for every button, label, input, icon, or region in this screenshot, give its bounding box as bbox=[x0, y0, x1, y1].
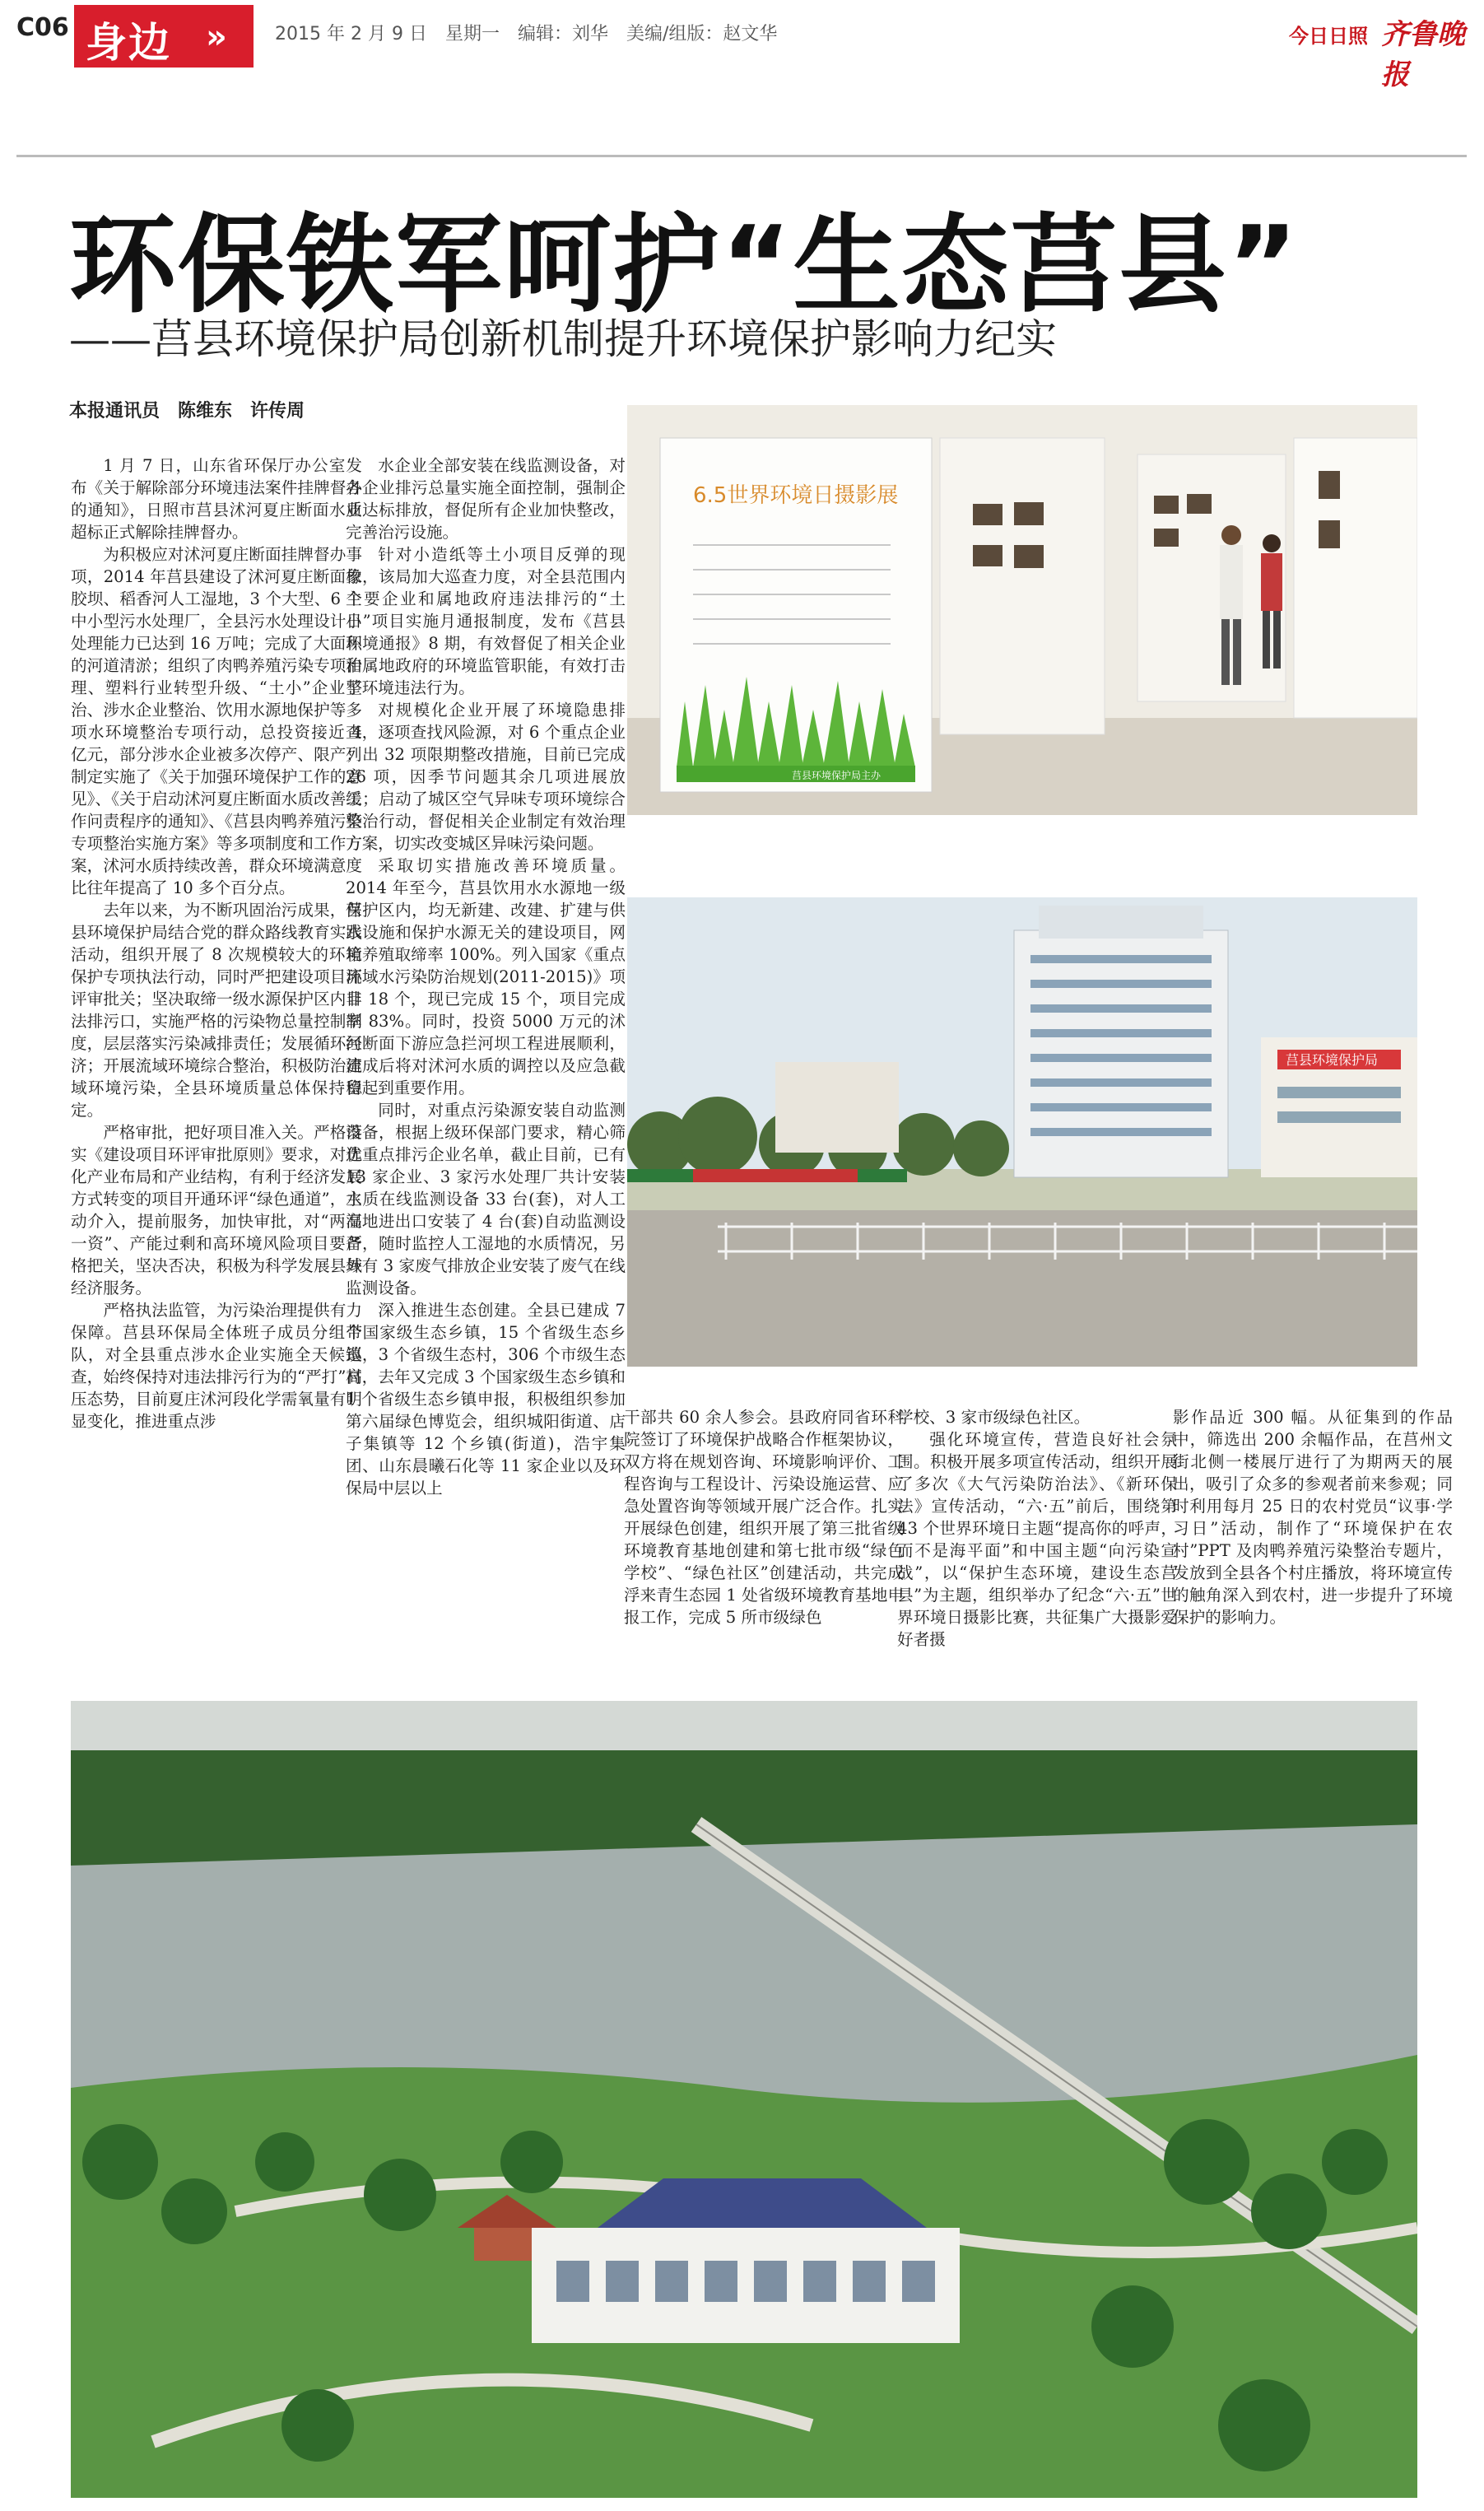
photo-exhibition-hall bbox=[627, 405, 1417, 815]
paragraph: 为积极应对沭河夏庄断面挂牌督办事项，2014 年莒县建设了沭河夏庄断面橡胶坝、稻香河人工湿地，3 个大型、6 个中小型污水处理厂，全县污水处理设计日处理能力已达到 16 万吨；完成了大面积的河道清淤；组织了肉鸭养殖污染专项治理、塑料行业转型升级、“土小”企业整治、涉水企业整治、饮用水源地保护等多项水环境整治专项行动，总投资接近 4 亿元，部分涉水企业被多次停产、限产；制定实施了《关于加强环境保护工作的意见》、《关于启动沭河夏庄断面水质改善工作问责程序的通知》、《莒县肉鸭养殖污染专项整治实施方案》等多项制度和工作方案，沭河水质持续改善，群众环境满意度比往年提高了 10 多个百分点。 bbox=[71, 545, 362, 897]
aerial-illustration bbox=[71, 1701, 1417, 2498]
paragraph: 针对小造纸等土小项目反弹的现象，该局加大巡查力度，对全县范围内主要企业和属地政府违法排污的“土小”项目实施月通报制度，发布《莒县环境通报》8 期，有效督促了相关企业和属地政府的环境监管职能，有效打击了环境违法行为。 bbox=[346, 545, 626, 697]
paragraph: 对规模化企业开展了环境隐患排查，逐项查找风险源，对 6 个重点企业列出 32 项限期整改措施，目前已完成 26 项，因季节问题其余几项进展放缓；启动了城区空气异味专项环境综合整治行动，督促相关企业制定有效治理方案，切实改变城区异味污染问题。 bbox=[346, 701, 626, 853]
paragraph: 采取切实措施改善环境质量。2014 年至今，莒县饮用水水源地一级保护区内，均无新建、改建、扩建与供水设施和保护水源无关的建设项目，网箱养殖取缔率 100%。列入国家《重点流域水污染防治规划(2011-2015)》项目 18 个，现已完成 15 个，项目完成率 83%。同时，投资 5000 万元的沭河断面下游应急拦河坝工程进展顺利，建成后将对沭河水质的调控以及应急截留起到重要作用。 bbox=[346, 856, 626, 1097]
building-illustration bbox=[627, 897, 1417, 1367]
newspaper-logo: 齐鲁晚报 bbox=[1381, 18, 1465, 91]
article-column-1 bbox=[71, 454, 362, 1648]
exhibition-illustration bbox=[627, 405, 1417, 815]
paragraph: 同时，对重点污染源安装自动监测设备，根据上级环保部门要求，精心筛选重点排污企业名单，截止目前，已有 13 家企业、3 家污水处理厂共计安装水质在线监测设备 33 台(套)，对人工湿地进出口安装了 4 台(套)自动监测设备，随时监控人工湿地的水质情况，另外有 3 家废气排放企业安装了废气在线监测设备。 bbox=[346, 1101, 626, 1297]
article-column-5 bbox=[1173, 1406, 1453, 1670]
poster-footer: 莒县环境保护局主办 bbox=[792, 770, 882, 781]
poster-title: 6.5世界环境日摄影展 bbox=[693, 483, 899, 508]
paragraph: 深入推进生态创建。全县已建成 7 个国家级生态乡镇，15 个省级生态乡镇，3 个省级生态村，306 个市级生态村，去年又完成 3 个国家级生态乡镇和 1 个省级生态乡镇申报，积极组织参加第六届绿色博览会，组织城阳街道、店子集镇等 12 个乡镇(街道)，浩宇集团、山东晨曦石化等 11 家企业以及环保局中层以上 bbox=[346, 1301, 626, 1498]
article-column-3 bbox=[624, 1406, 904, 1670]
paragraph: 干部共 60 余人参会。县政府同省环科院签订了环境保护战略合作框架协议，双方将在规划咨询、环境影响评价、工程咨询与工程设计、污染设施运营、应急处置咨询等领域开展广泛合作。扎实开展绿色创建，组织开展了第三批省级环境教育基地创建和第七批市级“绿色学校”、“绿色社区”创建活动，共完成浮来青生态园 1 处省级环境教育基地申报工作，完成 5 所市级绿色 bbox=[624, 1408, 904, 1627]
edition-label: 今日日照 bbox=[1289, 25, 1368, 48]
issue-meta: 2015 年 2 月 9 日 星期一 编辑：刘华 美编/组版：赵文华 bbox=[275, 24, 778, 44]
article-column-4 bbox=[897, 1406, 1177, 1670]
photo-aerial-river-park bbox=[71, 1701, 1417, 2498]
headline: 环保铁军呵护“生态莒县” bbox=[69, 203, 1300, 328]
paragraph: 1 月 7 日，山东省环保厅办公室发布《关于解除部分环境违法案件挂牌督办的通知》，日照市莒县沭河夏庄断面水质超标正式解除挂牌督办。 bbox=[71, 456, 362, 542]
article-column-2 bbox=[346, 454, 626, 1656]
paragraph: 学校、3 家市级绿色社区。 bbox=[897, 1408, 1091, 1427]
paragraph: 严格审批，把好项目准入关。严格落实《建设项目环评审批原则》要求，对优化产业布局和产业结构，有利于经济发展方式转变的项目开通环评“绿色通道”，主动介入，提前服务，加快审批，对“两高一资”、产能过剩和高环境风险项目要严格把关，坚决否决，积极为科学发展县域经济服务。 bbox=[71, 1123, 362, 1297]
header-divider bbox=[16, 155, 1467, 157]
section-label: 身边 bbox=[86, 18, 171, 67]
paragraph: 强化环境宣传，营造良好社会氛围。积极开展多项宣传活动，组织开展了多次《大气污染防治法》、《新环保法》宣传活动，“六·五”前后，围绕第 43 个世界环境日主题“提高你的呼声，而不是海平面”和中国主题“向污染宣战”，以“保护生态环境，建设生态莒县”为主题，组织举办了纪念“六·五”世界环境日摄影比赛，共征集广大摄影爱好者摄 bbox=[897, 1430, 1177, 1649]
building-banner: 莒县环境保护局 bbox=[1286, 1052, 1379, 1068]
subheadline: ——莒县环境保护局创新机制提升环境保护影响力纪实 bbox=[69, 315, 1057, 363]
chevron-double-right-icon: » bbox=[206, 18, 227, 56]
byline: 本报通讯员 陈维东 许传周 bbox=[69, 401, 305, 422]
paragraph: 影作品近 300 幅。从征集到的作品中，筛选出 200 余幅作品，在莒州文街北侧一楼展厅进行了为期两天的展出，吸引了众多的参观者前来参观；同时利用每月 25 日的农村党员“议事·学习日”活动，制作了“环境保护在农村”PPT 及肉鸭养殖污染整治专题片，发放到全县各个村庄播放，将环境宣传的触角深入到农村，进一步提升了环境保护的影响力。 bbox=[1173, 1408, 1453, 1627]
page-number: C06 bbox=[16, 13, 69, 42]
paragraph: 严格执法监管，为污染治理提供有力保障。莒县环保局全体班子成员分组带队，对全县重点涉水企业实施全天候巡查，始终保持对违法排污行为的“严打”高压态势，目前夏庄沭河段化学需氧量有明显变化，推进重点涉 bbox=[71, 1301, 362, 1431]
photo-agency-building bbox=[627, 897, 1417, 1367]
paragraph: 水企业全部安装在线监测设备，对各企业排污总量实施全面控制，强制企业达标排放，督促所有企业加快整改，完善治污设施。 bbox=[346, 456, 626, 542]
paragraph: 去年以来，为不断巩固治污成果，莒县环境保护局结合党的群众路线教育实践活动，组织开展了 8 次规模较大的环境保护专项执法行动，同时严把建设项目环评审批关；坚决取缔一级水源保护区内非法排污口，实施严格的污染物总量控制制度，层层落实污染减排责任；发展循环经济；开展流域环境综合整治，积极防治流域环境污染，全县环境质量总体保持稳定。 bbox=[71, 901, 362, 1120]
